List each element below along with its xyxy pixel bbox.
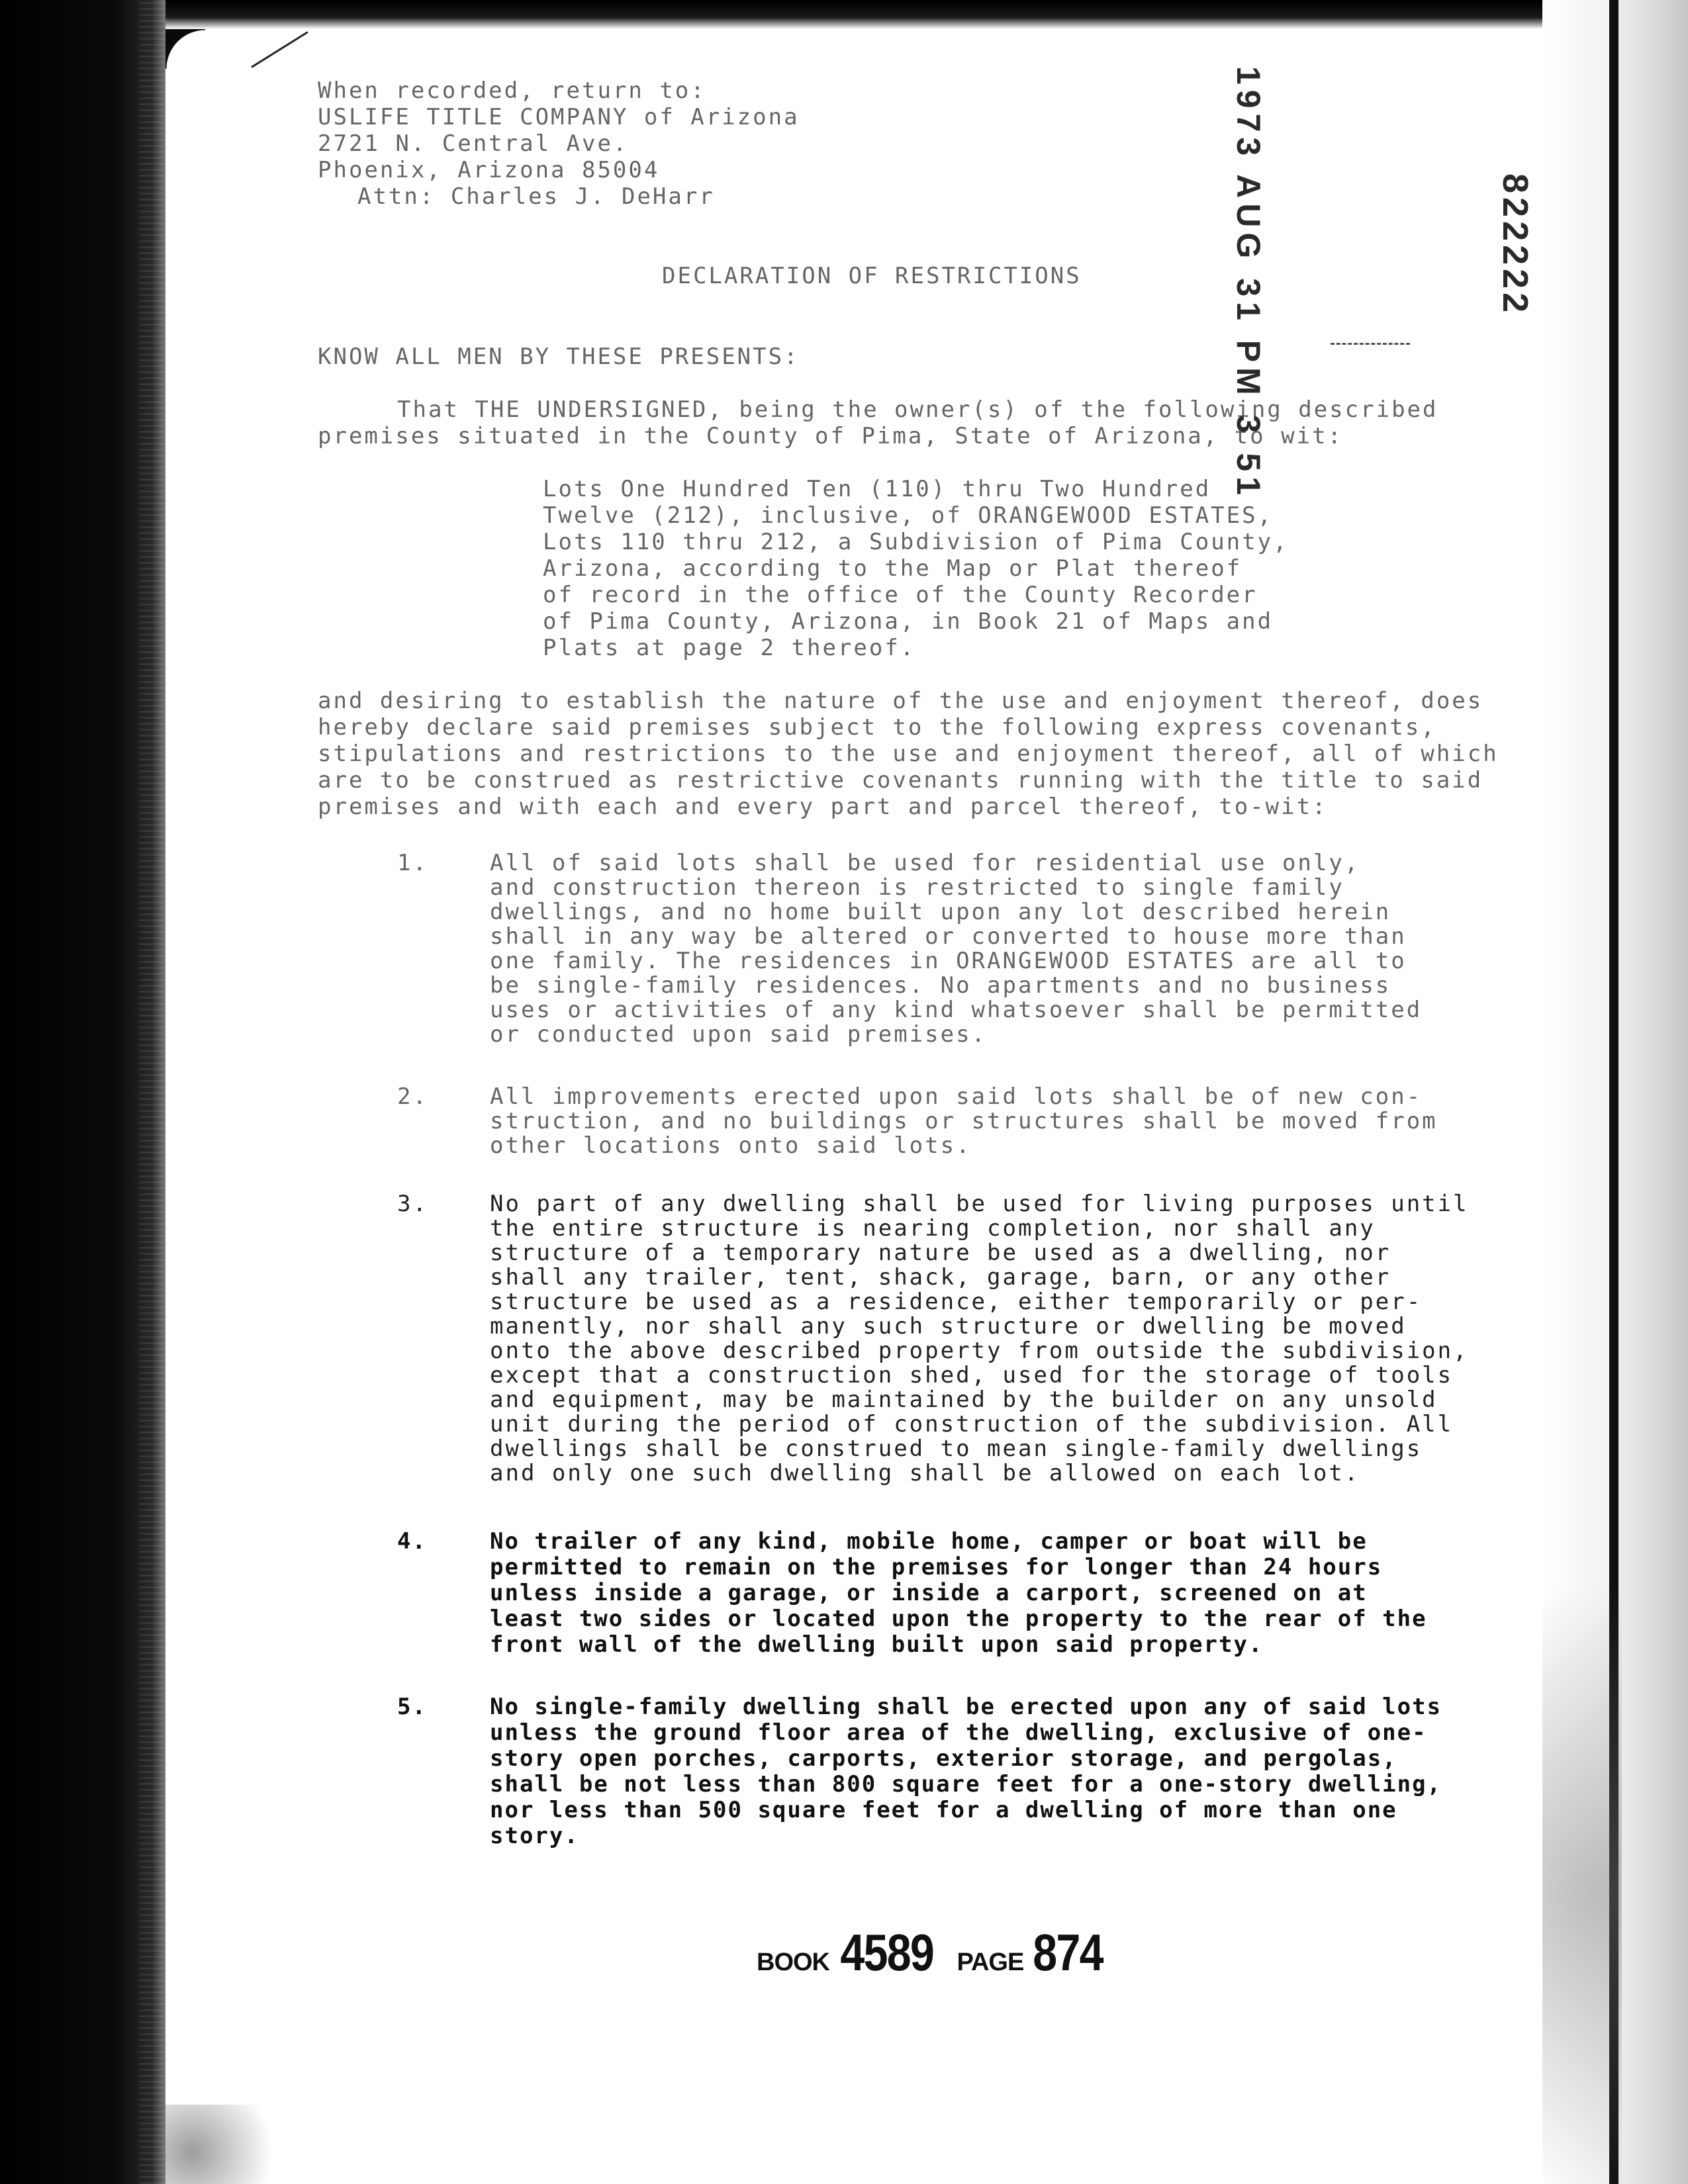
return-line: USLIFE TITLE COMPANY of Arizona	[318, 104, 800, 130]
legal-line: Arizona, according to the Map or Plat thereof	[543, 555, 1243, 582]
covenant-line: struction, and no buildings or structures shall be moved from	[490, 1108, 1438, 1134]
preamble-line: hereby declare said premises subject to the following express covenants,	[318, 714, 1436, 741]
covenant-number: 2.	[397, 1083, 428, 1110]
salutation: KNOW ALL MEN BY THESE PRESENTS:	[318, 343, 800, 370]
covenant-number: 3.	[397, 1191, 428, 1217]
covenant-line: structure of a temporary nature be used as a dwelling, nor	[490, 1240, 1391, 1266]
covenant-number: 4.	[397, 1528, 427, 1555]
page-number: 874	[1033, 1923, 1103, 1981]
covenant-line: structure be used as a residence, either temporarily or per-	[490, 1289, 1423, 1315]
covenant-line: dwellings, and no home built upon any lot described herein	[490, 899, 1391, 925]
book-label: BOOK	[757, 1948, 829, 1976]
covenant-line: dwellings shall be construed to mean single-family dwellings	[490, 1435, 1423, 1462]
margin-dash	[1331, 343, 1410, 345]
covenant-line: least two sides or located upon the property to the rear of the	[490, 1606, 1427, 1632]
legal-line: Plats at page 2 thereof.	[543, 635, 916, 661]
covenant-line: No single-family dwelling shall be erected upon any of said lots	[490, 1694, 1442, 1720]
covenant-line: No part of any dwelling shall be used for living purposes until	[490, 1191, 1469, 1217]
covenant-line: story open porches, carports, exterior storage, and pergolas,	[490, 1745, 1397, 1772]
preamble-line: stipulations and restrictions to the use and enjoyment thereof, all of which	[318, 741, 1499, 767]
scan-left-edge	[0, 0, 165, 2184]
scan-top-edge	[165, 0, 1542, 29]
covenant-line: and construction thereon is restricted to single family	[490, 874, 1344, 901]
covenant-line: unless the ground floor area of the dwelling, exclusive of one-	[490, 1719, 1427, 1746]
covenant-line: All improvements erected upon said lots shall be of new con-	[490, 1083, 1423, 1110]
covenant-line: and only one such dwelling shall be allowed on each lot.	[490, 1460, 1360, 1486]
covenant-line: be single-family residences. No apartments and no business	[490, 972, 1391, 999]
covenant-line: or conducted upon said premises.	[490, 1021, 988, 1048]
book-number: 4589	[840, 1923, 934, 1981]
covenant-line: permitted to remain on the premises for longer than 24 hours	[490, 1554, 1383, 1580]
return-line: 2721 N. Central Ave.	[318, 130, 629, 157]
book-page-stamp	[757, 1923, 1109, 1983]
covenant-line: All of said lots shall be used for residential use only,	[490, 850, 1360, 876]
return-line: Phoenix, Arizona 85004	[318, 157, 660, 183]
covenant-line: front wall of the dwelling built upon said property.	[490, 1631, 1264, 1658]
legal-line: of Pima County, Arizona, in Book 21 of Maps and	[543, 608, 1274, 635]
covenant-line: unless inside a garage, or inside a carport, screened on at	[490, 1580, 1368, 1606]
covenant-line: one family. The residences in ORANGEWOOD ESTATES are all to	[490, 948, 1407, 974]
preamble-line: and desiring to establish the nature of the use and enjoyment thereof, does	[318, 688, 1483, 714]
covenant-line: the entire structure is nearing completion, nor shall any	[490, 1215, 1376, 1242]
covenant-line: No trailer of any kind, mobile home, camper or boat will be	[490, 1528, 1368, 1555]
covenant-line: shall any trailer, tent, shack, garage, barn, or any other	[490, 1264, 1391, 1291]
return-line: Attn: Charles J. DeHarr	[357, 183, 715, 210]
preamble-line: are to be construed as restrictive covenants running with the title to said	[318, 767, 1483, 794]
scan-right-edge	[1542, 0, 1688, 2184]
covenant-line: except that a construction shed, used for the storage of tools	[490, 1362, 1454, 1388]
covenant-line: and equipment, may be maintained by the builder on any unsold	[490, 1387, 1438, 1413]
intro-line: That THE UNDERSIGNED, being the owner(s) of the following described	[397, 396, 1438, 423]
covenant-line: unit during the period of construction of the subdivision. All	[490, 1411, 1454, 1437]
covenant-line: shall in any way be altered or converted to house more than	[490, 923, 1407, 950]
legal-line: Lots 110 thru 212, a Subdivision of Pima County,	[543, 529, 1289, 555]
covenant-line: manently, nor shall any such structure or dwelling be moved	[490, 1313, 1407, 1340]
covenant-line: uses or activities of any kind whatsoever shall be permitted	[490, 997, 1423, 1023]
pen-mark	[251, 31, 308, 68]
intro-line: premises situated in the County of Pima, State of Arizona, to wit:	[318, 423, 1344, 449]
covenant-line: onto the above described property from outside the subdivision,	[490, 1338, 1469, 1364]
docket-number-stamp: 822222	[1495, 173, 1535, 317]
scan-speckle	[165, 2105, 298, 2184]
return-line: When recorded, return to:	[318, 77, 706, 104]
legal-line: of record in the office of the County Recorder	[543, 582, 1258, 608]
preamble-line: premises and with each and every part and parcel thereof, to-wit:	[318, 794, 1328, 820]
legal-line: Lots One Hundred Ten (110) thru Two Hundred	[543, 476, 1211, 502]
page-corner	[165, 29, 205, 69]
recording-date-stamp: 1973 AUG 31 PM 3 51	[1230, 66, 1267, 500]
covenant-line: other locations onto said lots.	[490, 1132, 972, 1159]
legal-line: Twelve (212), inclusive, of ORANGEWOOD ESTATES,	[543, 502, 1274, 529]
covenant-line: story.	[490, 1823, 579, 1849]
covenant-number: 5.	[397, 1694, 427, 1720]
covenant-number: 1.	[397, 850, 428, 876]
page-label: PAGE	[957, 1948, 1024, 1976]
covenant-line: shall be not less than 800 square feet for a one-story dwelling,	[490, 1771, 1442, 1797]
document-title: DECLARATION OF RESTRICTIONS	[662, 263, 1082, 289]
covenant-line: nor less than 500 square feet for a dwelling of more than one	[490, 1797, 1397, 1823]
